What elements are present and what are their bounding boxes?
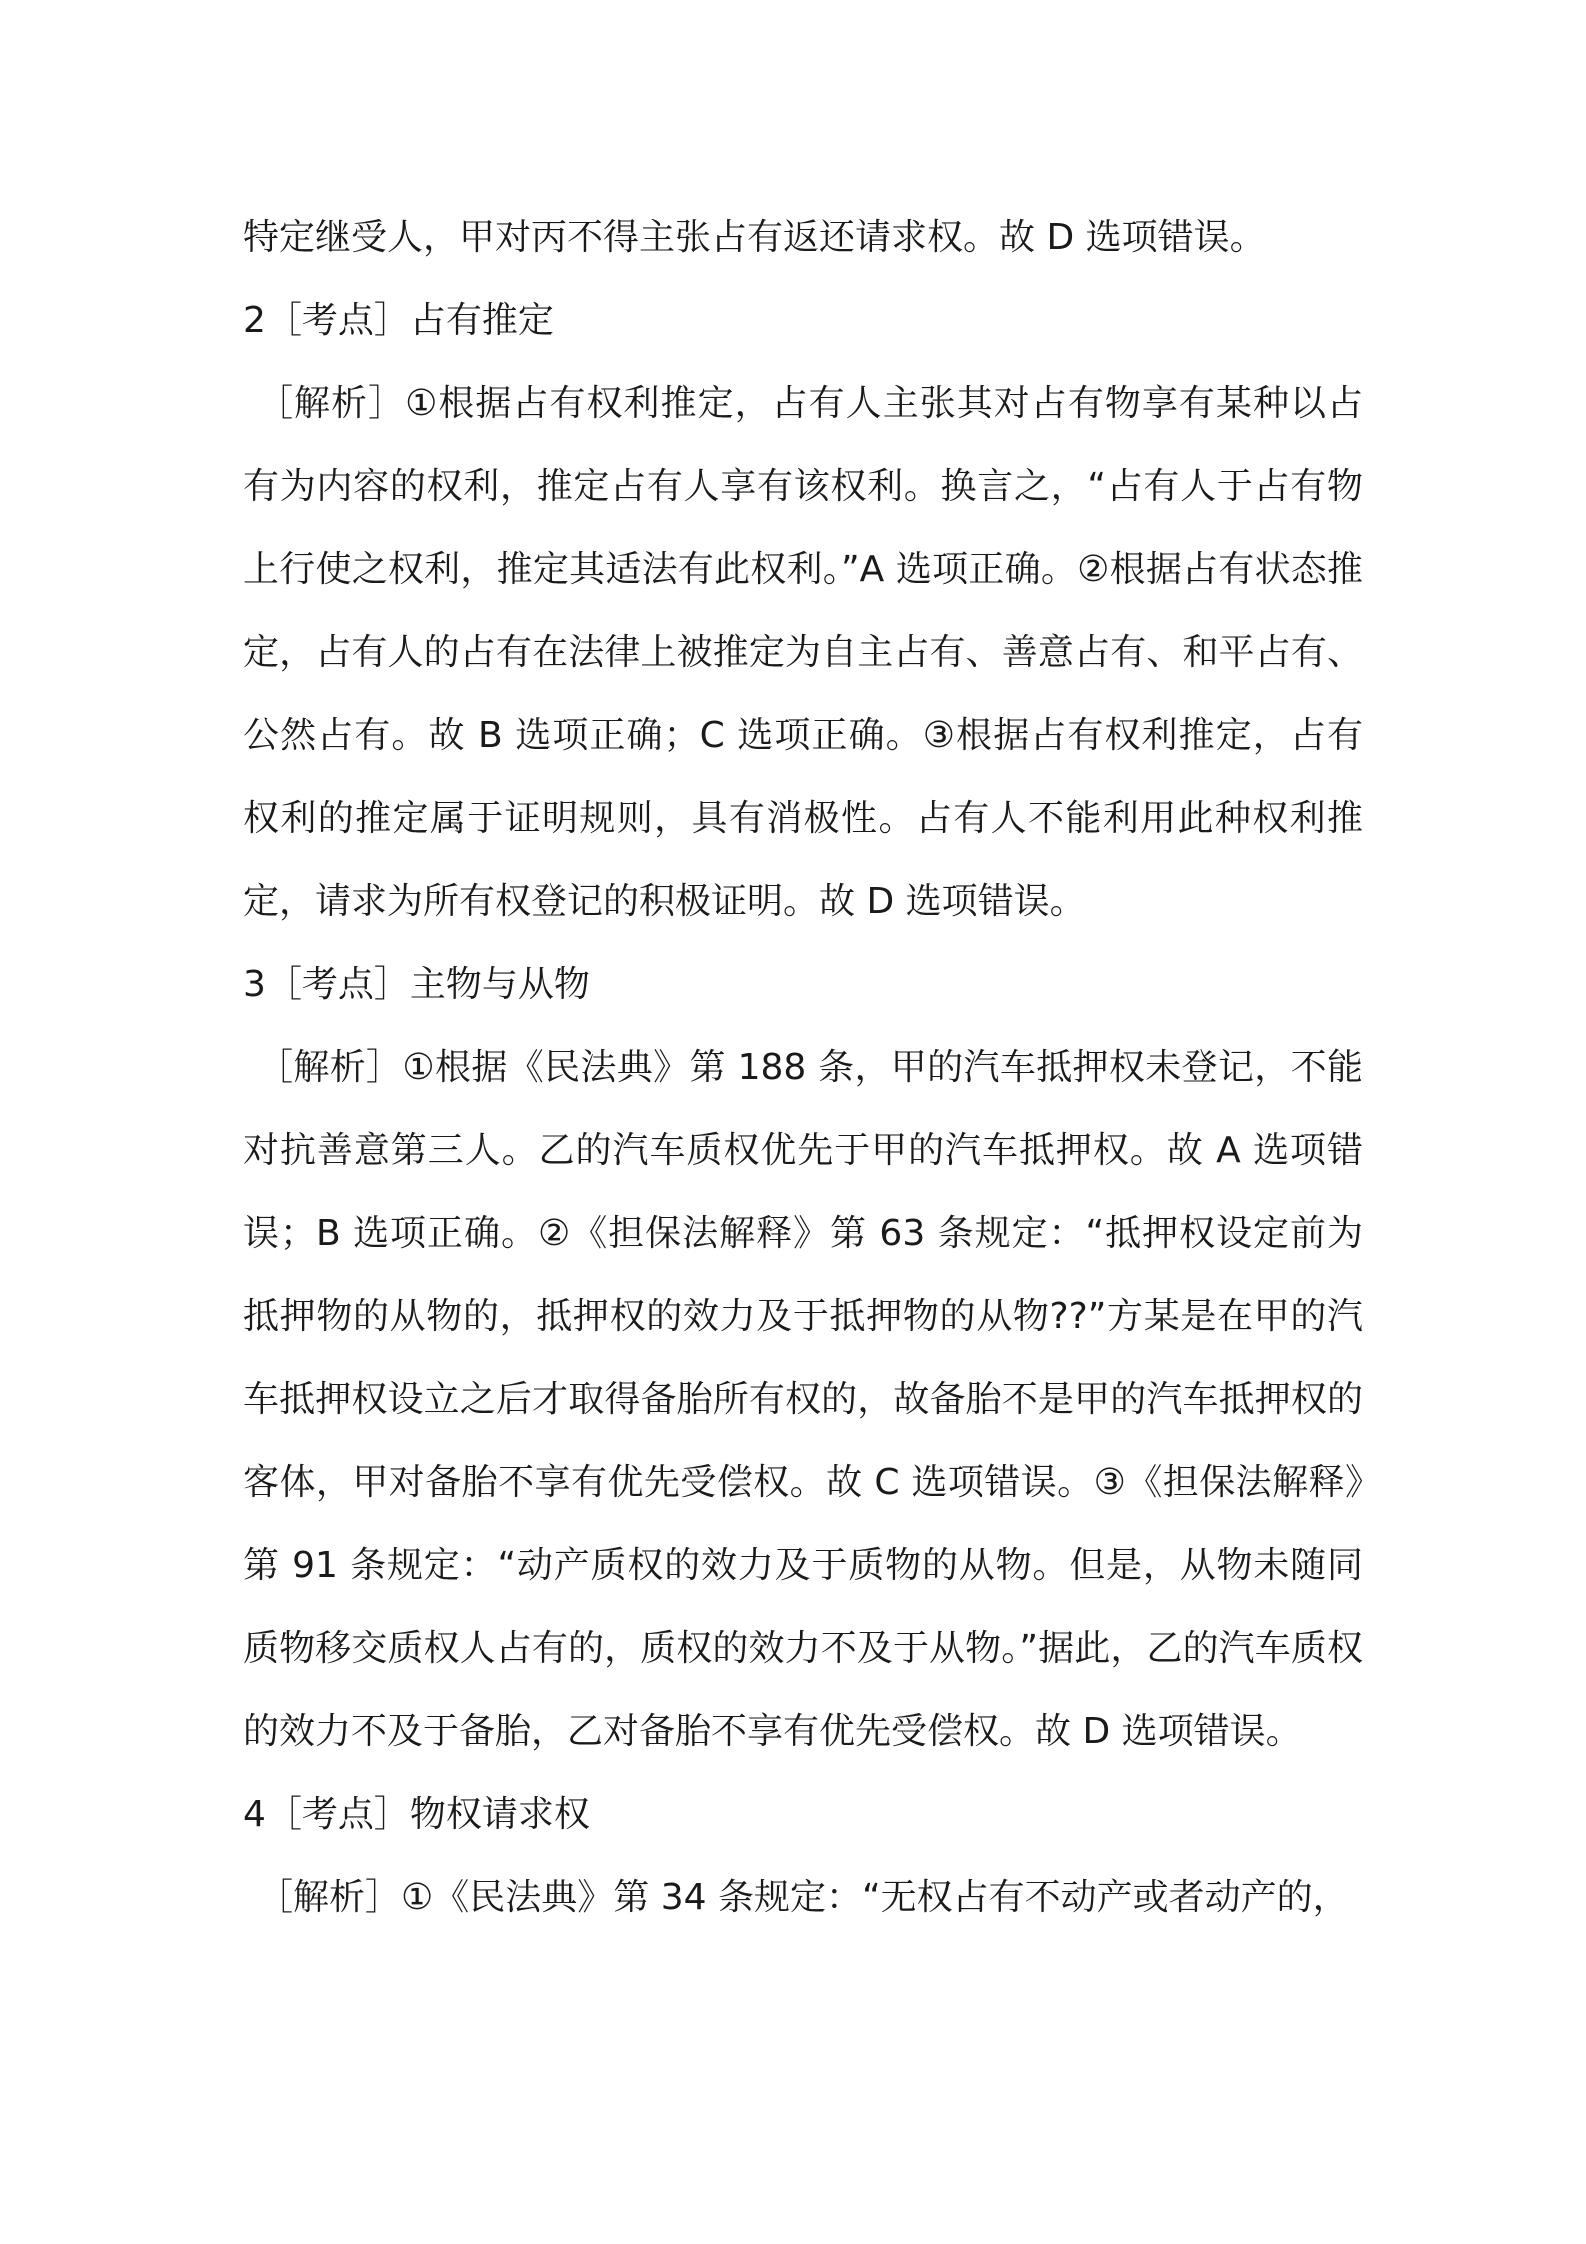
- question-2-analysis: ［解析］①根据占有权利推定，占有人主张其对占有物享有某种以占有为内容的权利，推定占有人享有该权利。换言之，“占有人于占有物上行使之权利，推定其适法有此权利。”A 选项正确。②根据占有状态推定，占有人的占有在法律上被推定为自主占有、善意占有、和平占有、公然占有。故 B 选项正确；C 选项正确。③根据占有权利推定，占有权利的推定属于证明规则，具有消极性。占有人不能利用此种权利推定，请求为所有权登记的积极证明。故 D 选项错误。: [243, 383, 1363, 922]
- question-4-heading: 4［考点］物权请求权: [243, 1794, 590, 1835]
- question-4-analysis: ［解析］①《民法典》第 34 条规定：“无权占有不动产或者动产的，: [257, 1877, 1349, 1918]
- paragraph-continuation: 特定继受人，甲对丙不得主张占有返还请求权。故 D 选项错误。: [243, 217, 1266, 258]
- question-3-heading: 3［考点］主物与从物: [243, 964, 590, 1005]
- question-3-analysis: ［解析］①根据《民法典》第 188 条，甲的汽车抵押权未登记，不能对抗善意第三人。乙的汽车质权优先于甲的汽车抵押权。故 A 选项错误；B 选项正确。②《担保法解释》第 63 条规定：“抵押权设定前为抵押物的从物的，抵押权的效力及于抵押物的从物??”方某是在甲的汽车抵押权设立之后才取得备胎所有权的，故备胎不是甲的汽车抵押权的客体，甲对备胎不享有优先受偿权。故 C 选项错误。③《担保法解释》第 91 条规定：“动产质权的效力及于质物的从物。但是，从物未随同质物移交质权人占有的，质权的效力不及于从物。”据此，乙的汽车质权的效力不及于备胎，乙对备胎不享有优先受偿权。故 D 选项错误。: [243, 1047, 1363, 1752]
- question-2-heading: 2［考点］占有推定: [243, 300, 554, 341]
- document-body: [243, 196, 1363, 1939]
